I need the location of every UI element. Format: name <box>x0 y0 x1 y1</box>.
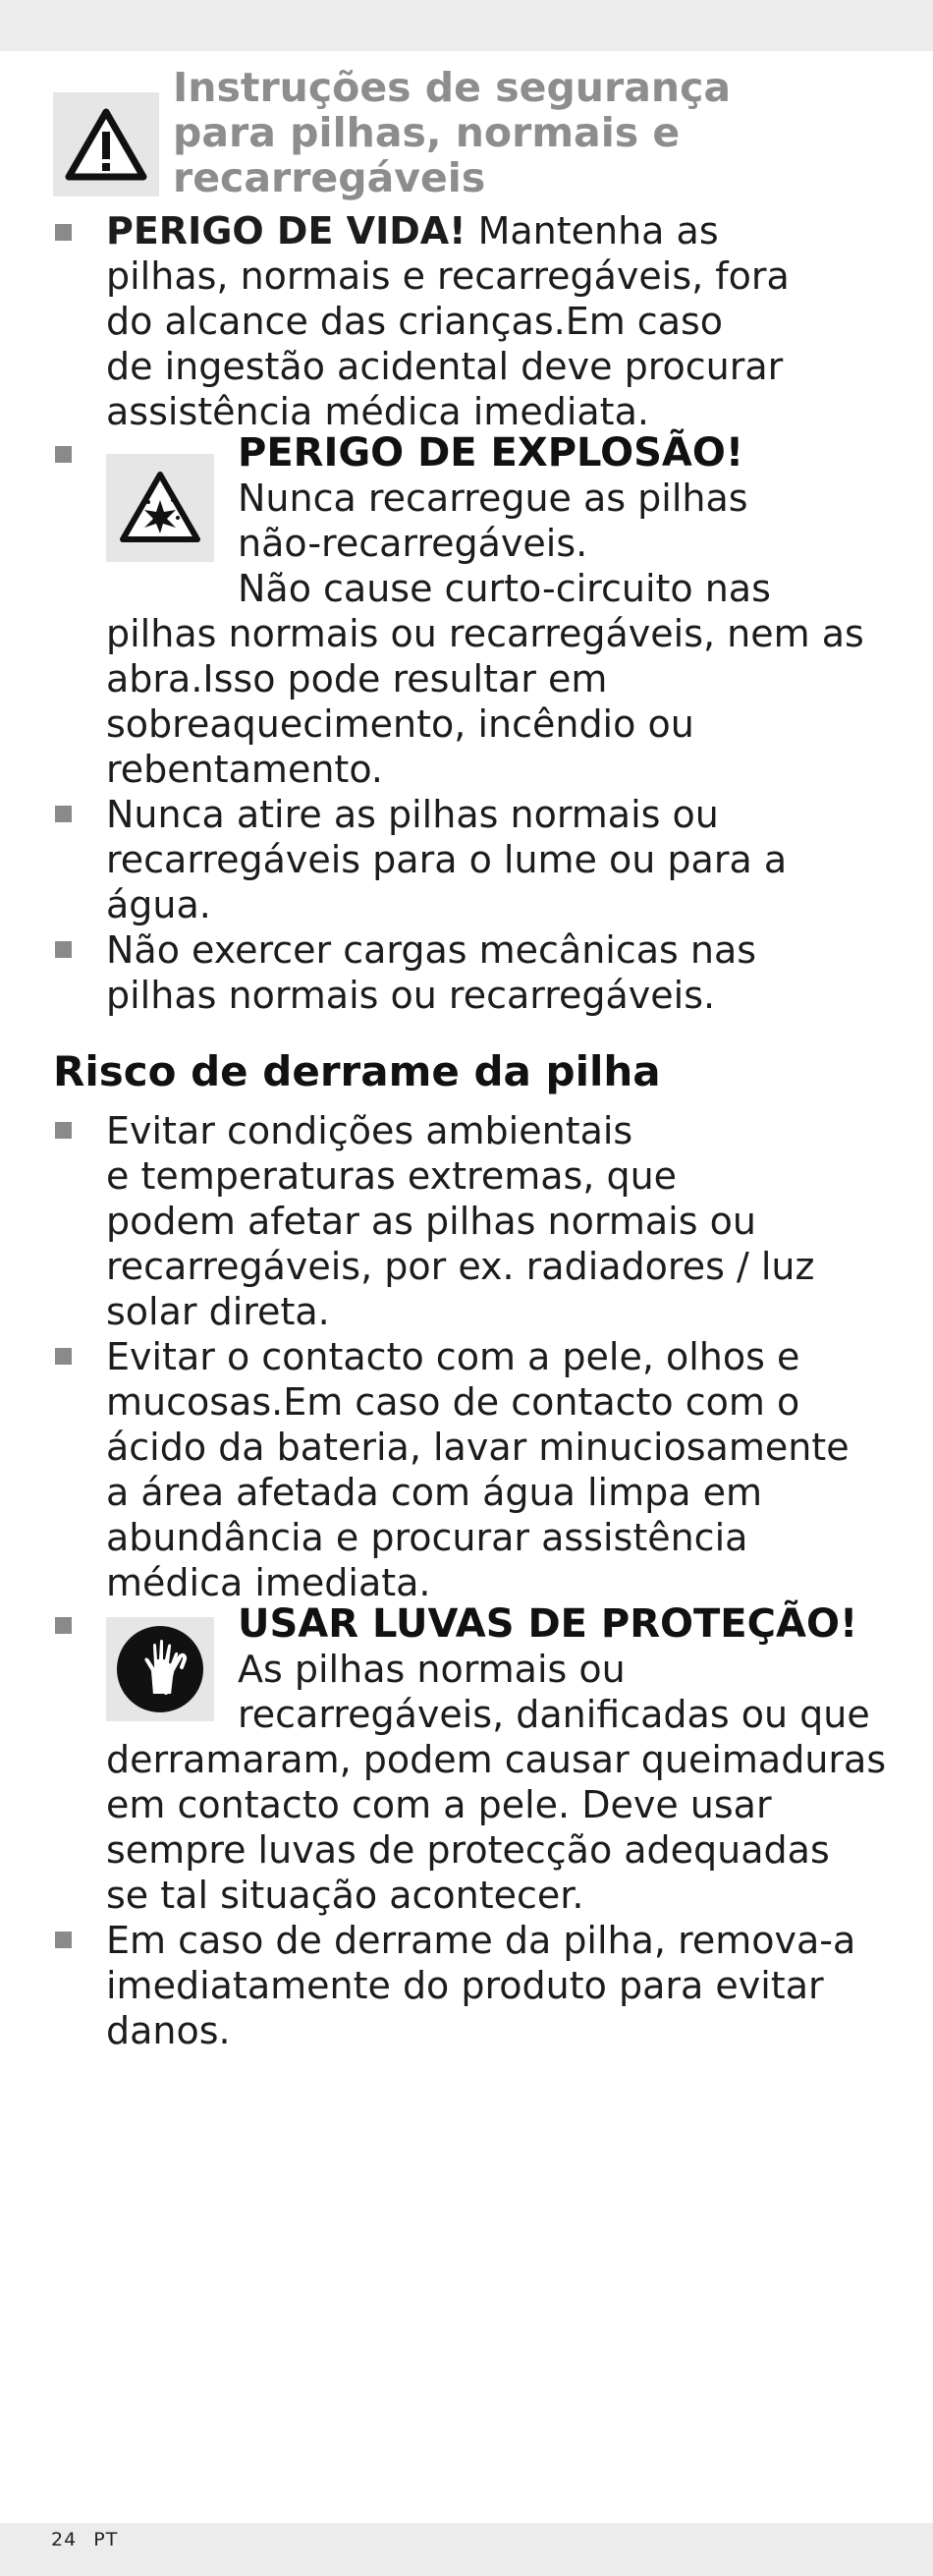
gloves-heading: USAR LUVAS DE PROTEÇÃO! <box>238 1601 858 1647</box>
warning-icon-box <box>53 92 159 196</box>
explosion-text: pilhas normais ou recarregáveis, nem as abra.Isso pode resultar em sobreaquecimento, incêndio ou rebentamento. <box>106 612 864 791</box>
danger-life-text: PERIGO DE VIDA! Mantenha as pilhas, normais e recarregáveis, fora do alcance das crianças.Em caso de ingestão acidental deve procurar assistência médica imediata. <box>106 209 790 433</box>
gloves-icon <box>113 1622 207 1716</box>
page-number: 24 <box>51 2529 78 2550</box>
conditions-text: Evitar condições ambientais e temperaturas extremas, que podem afetar as pilhas normais ou recarregáveis, por ex. radiadores / luz solar direta. <box>106 1109 815 1333</box>
explosion-icon <box>119 471 201 545</box>
bullet-fire <box>55 806 72 822</box>
gloves-text: derramaram, podem causar queimaduras em contacto com a pele. Deve usar sempre luvas de protecção adequadas se tal situação acontecer. <box>106 1738 887 1917</box>
section-title: Instruções de segurança para pilhas, normais e recarregáveis <box>173 64 732 201</box>
contact-text: Evitar o contacto com a pele, olhos e mucosas.Em caso de contacto com o ácido da bateria, lavar minuciosamente a área afetada com água limpa em abundância e procurar assistência médica imediata. <box>106 1335 850 1604</box>
bullet-mechanical <box>55 941 72 958</box>
remove-text: Em caso de derrame da pilha, remova-a imediatamente do produto para evitar danos. <box>106 1919 856 2052</box>
explosion-heading: PERIGO DE EXPLOSÃO! <box>238 430 744 476</box>
gloves-indent-text: As pilhas normais ou recarregáveis, danificadas ou que <box>238 1648 870 1736</box>
bullet-explosion <box>55 446 72 463</box>
bullet-contact <box>55 1348 72 1365</box>
bullet-remove <box>55 1932 72 1948</box>
explosion-icon-box <box>106 454 214 562</box>
top-band <box>0 0 933 51</box>
fire-text: Nunca atire as pilhas normais ou recarregáveis para o lume ou para a água. <box>106 793 788 926</box>
page-footer <box>51 2529 128 2550</box>
explosion-indent-text: Nunca recarregue as pilhas não-recarregáveis. Não cause curto-circuito nas <box>238 476 771 610</box>
bullet-gloves <box>55 1617 72 1634</box>
gloves-icon-box <box>106 1617 214 1721</box>
bullet-conditions <box>55 1122 72 1139</box>
danger-life-label: PERIGO DE VIDA! <box>106 209 466 252</box>
leak-risk-heading: Risco de derrame da pilha <box>53 1047 661 1095</box>
language-code: PT <box>93 2529 119 2550</box>
footer-band <box>0 2523 933 2576</box>
bullet-danger-life <box>55 224 72 241</box>
warning-triangle-icon <box>65 108 147 181</box>
mechanical-text: Não exercer cargas mecânicas nas pilhas normais ou recarregáveis. <box>106 928 757 1017</box>
